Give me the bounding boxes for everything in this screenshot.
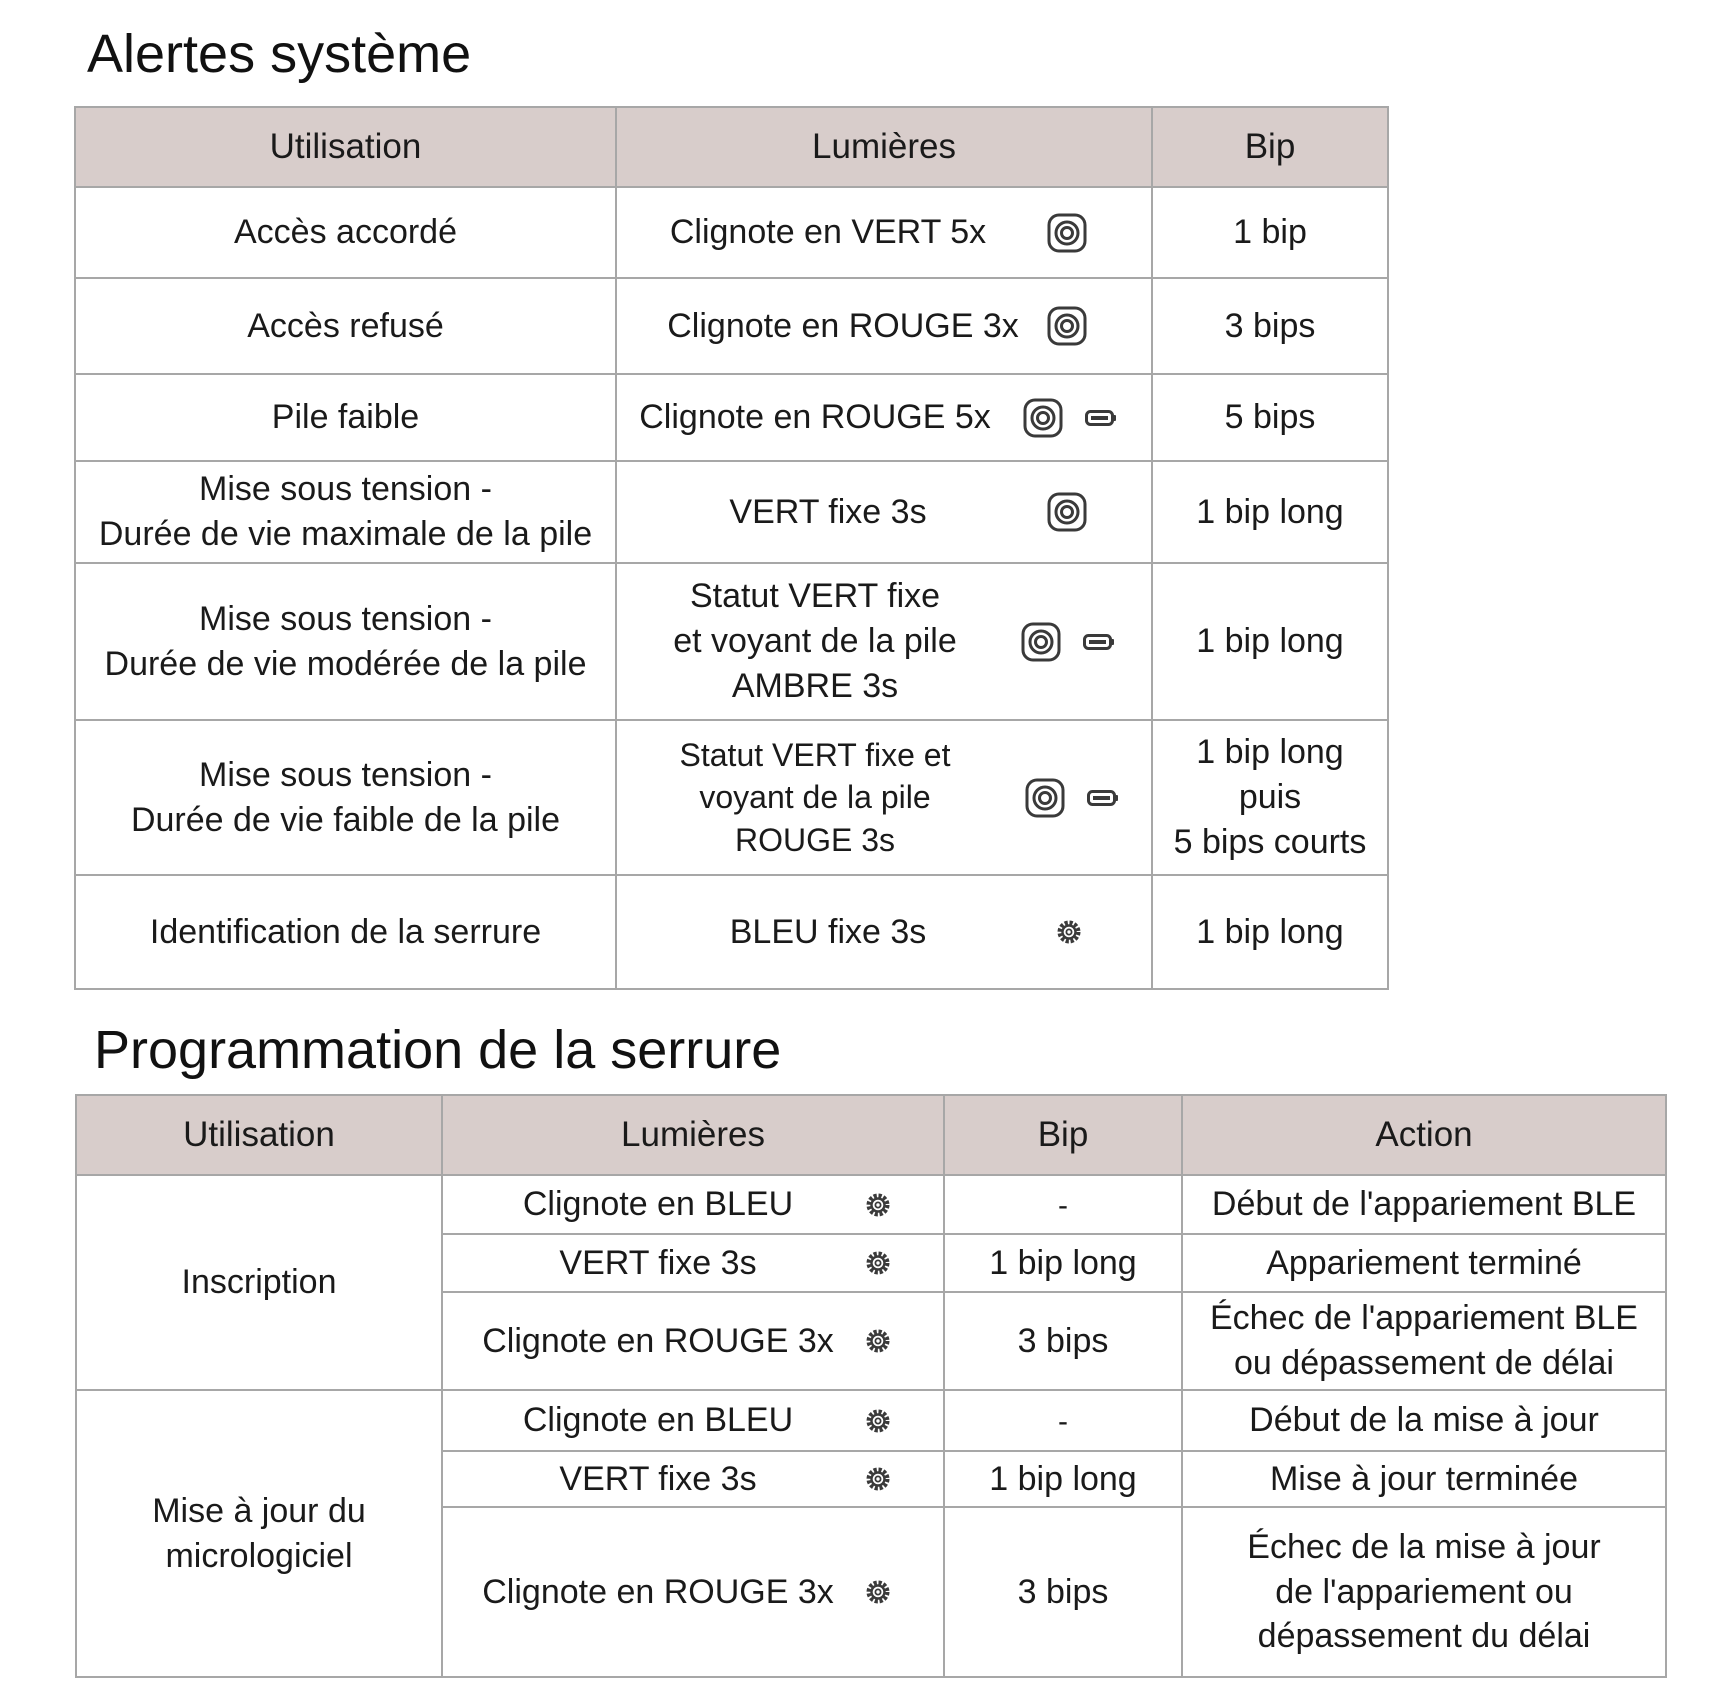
usage-line: Pile faible [271, 398, 420, 437]
table-row [75, 278, 1388, 374]
lights-cell [442, 1234, 944, 1292]
lights-multiline [673, 574, 957, 709]
beep-line: 5 bips courts [1173, 822, 1367, 861]
table-header-row [75, 107, 1388, 187]
gear-icon [864, 1407, 892, 1435]
action-line: Début de l'appariement BLE [1211, 1185, 1637, 1224]
action-cell [1182, 1292, 1666, 1390]
lights-line: Clignote en BLEU [522, 1185, 794, 1224]
usage-cell [75, 461, 616, 563]
lock-programming-title: Programmation de la serrure [94, 1020, 782, 1080]
beep-line: 1 bip [1233, 213, 1307, 252]
lights-cell [442, 1451, 944, 1507]
action-cell [1182, 1234, 1666, 1292]
table-row [76, 1390, 1666, 1451]
header-action: Action [1182, 1095, 1666, 1175]
usage-line: Accès refusé [247, 306, 444, 345]
beep-line: 1 bip long [1196, 622, 1344, 661]
beep-cell [1152, 563, 1388, 720]
lights-cell [442, 1292, 944, 1390]
usage-cell [75, 875, 616, 989]
header-beep: Bip [944, 1095, 1182, 1175]
battery-icon [1087, 790, 1119, 806]
lights-line: Statut VERT fixe et [679, 737, 951, 774]
lights-line: voyant de la pile [699, 779, 931, 816]
indicator-icons [1047, 306, 1087, 346]
table-header-row [76, 1095, 1666, 1175]
lights-cell [442, 1390, 944, 1451]
lock-programming-table [75, 1094, 1667, 1678]
lights-line: Statut VERT fixe [689, 577, 941, 616]
usage-cell [75, 278, 616, 374]
gear-icon [864, 1327, 892, 1355]
indicator-icons [864, 1465, 892, 1493]
lights-line: VERT fixe 3s [729, 492, 927, 531]
usage-line: Mise sous tension - [199, 470, 492, 509]
status-ring-icon [1021, 622, 1061, 662]
usage-line: Durée de vie faible de la pile [130, 800, 561, 839]
table-row [75, 187, 1388, 278]
usage-cell [75, 720, 616, 875]
usage-cell [76, 1390, 442, 1677]
usage-line: Identification de la serrure [149, 912, 542, 951]
indicator-icons [864, 1327, 892, 1355]
header-beep: Bip [1152, 107, 1388, 187]
gear-icon [864, 1465, 892, 1493]
header-lights: Lumières [442, 1095, 944, 1175]
usage-cell [75, 187, 616, 278]
gear-icon [864, 1578, 892, 1606]
usage-cell [76, 1175, 442, 1390]
lights-cell [616, 875, 1152, 989]
beep-line: 1 bip long [989, 1459, 1137, 1498]
lights-line: Clignote en ROUGE 3x [667, 306, 1019, 345]
beep-cell [944, 1390, 1182, 1451]
beep-line: 1 bip long [1196, 912, 1344, 951]
lights-cell [616, 374, 1152, 461]
indicator-icons [1047, 492, 1087, 532]
lights-cell [616, 720, 1152, 875]
lights-cell [616, 187, 1152, 278]
table-row [75, 374, 1388, 461]
usage-cell [75, 374, 616, 461]
action-cell [1182, 1507, 1666, 1677]
beep-line: - [1058, 1189, 1068, 1223]
beep-cell [944, 1507, 1182, 1677]
usage-cell [75, 563, 616, 720]
usage-line: micrologiciel [165, 1536, 353, 1575]
header-usage: Utilisation [75, 107, 616, 187]
action-line: ou dépassement de délai [1234, 1344, 1614, 1382]
battery-icon [1083, 634, 1115, 650]
beep-cell [1152, 374, 1388, 461]
lights-line: Clignote en ROUGE 5x [639, 398, 991, 437]
table-row [75, 720, 1388, 875]
lights-line: et voyant de la pile [673, 622, 957, 661]
lights-line: Clignote en VERT 5x [669, 213, 987, 252]
lights-line: AMBRE 3s [731, 666, 899, 705]
status-ring-icon [1025, 778, 1065, 818]
beep-line: - [1058, 1405, 1068, 1439]
lights-cell [442, 1507, 944, 1677]
lights-cell [442, 1175, 944, 1234]
usage-line: Mise sous tension - [199, 755, 492, 794]
table-row [76, 1175, 1666, 1234]
action-line: Appariement terminé [1266, 1243, 1582, 1282]
status-ring-icon [1023, 398, 1063, 438]
beep-line: puis [1238, 778, 1302, 817]
status-ring-icon [1047, 492, 1087, 532]
gear-icon [864, 1249, 892, 1277]
beep-cell [1152, 187, 1388, 278]
action-cell [1182, 1451, 1666, 1507]
beep-cell [944, 1175, 1182, 1234]
system-alerts-title: Alertes système [87, 24, 472, 84]
lights-line: VERT fixe 3s [559, 1243, 757, 1282]
usage-line: Mise sous tension - [199, 599, 492, 638]
lights-line: Clignote en ROUGE 3x [482, 1572, 834, 1611]
gear-icon [1055, 918, 1083, 946]
beep-line: 1 bip long [1196, 733, 1344, 772]
action-line: Échec de l'appariement BLE [1210, 1299, 1638, 1338]
beep-cell [944, 1292, 1182, 1390]
action-cell [1182, 1390, 1666, 1451]
lights-line: Clignote en ROUGE 3x [482, 1321, 834, 1360]
beep-cell [1152, 875, 1388, 989]
usage-line: Mise à jour du [152, 1491, 366, 1530]
action-line: Mise à jour terminée [1269, 1459, 1578, 1498]
beep-line: 3 bips [1017, 1321, 1109, 1360]
beep-line: 1 bip long [1196, 492, 1344, 531]
beep-line: 3 bips [1224, 306, 1316, 345]
indicator-icons [1023, 398, 1117, 438]
table-row [75, 563, 1388, 720]
beep-cell [944, 1451, 1182, 1507]
lights-cell [616, 461, 1152, 563]
usage-line: Durée de vie modérée de la pile [104, 644, 587, 683]
lights-line: BLEU fixe 3s [729, 912, 927, 951]
beep-line: 5 bips [1224, 398, 1316, 437]
table-row [75, 875, 1388, 989]
indicator-icons [1047, 213, 1087, 253]
usage-line: Accès accordé [234, 213, 457, 252]
lights-cell [616, 563, 1152, 720]
action-line: Début de la mise à jour [1249, 1401, 1599, 1440]
battery-icon [1085, 410, 1117, 426]
beep-cell [1152, 461, 1388, 563]
indicator-icons [1025, 778, 1119, 818]
status-ring-icon [1047, 306, 1087, 346]
action-line: de l'appariement ou [1275, 1572, 1573, 1611]
action-line: dépassement du délai [1257, 1617, 1591, 1656]
table-row [75, 461, 1388, 563]
indicator-icons [864, 1578, 892, 1606]
usage-line: Inscription [181, 1263, 337, 1302]
lights-multiline [680, 734, 951, 861]
beep-cell [944, 1234, 1182, 1292]
beep-cell [1152, 278, 1388, 374]
system-alerts-table [74, 106, 1389, 990]
header-usage: Utilisation [76, 1095, 442, 1175]
lights-line: ROUGE 3s [734, 821, 895, 858]
indicator-icons [1021, 622, 1115, 662]
status-ring-icon [1047, 213, 1087, 253]
action-line: Échec de la mise à jour [1247, 1527, 1601, 1566]
header-lights: Lumières [616, 107, 1152, 187]
beep-line: 1 bip long [989, 1243, 1137, 1282]
gear-icon [864, 1191, 892, 1219]
indicator-icons [864, 1407, 892, 1435]
usage-line: Durée de vie maximale de la pile [98, 515, 593, 553]
beep-line: 3 bips [1017, 1572, 1109, 1611]
beep-cell [1152, 720, 1388, 875]
lights-line: Clignote en BLEU [522, 1401, 794, 1440]
action-cell [1182, 1175, 1666, 1234]
lights-cell [616, 278, 1152, 374]
lights-line: VERT fixe 3s [559, 1459, 757, 1498]
indicator-icons [864, 1191, 892, 1219]
indicator-icons [1055, 918, 1083, 946]
indicator-icons [864, 1249, 892, 1277]
